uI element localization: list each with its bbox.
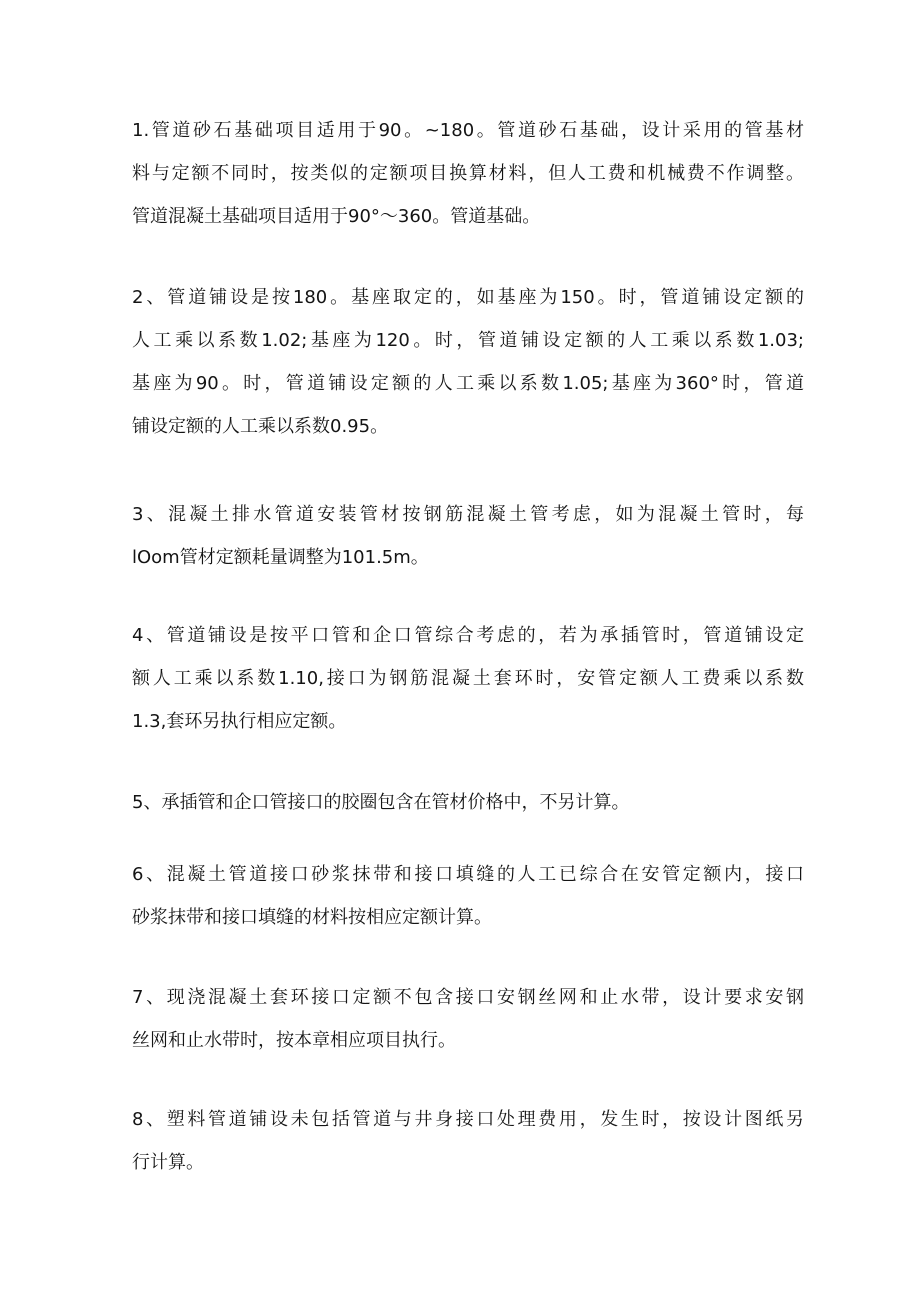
paragraph-7: [132, 976, 804, 1062]
paragraph-line: 3、混凝土排水管道安装管材按钢筋混凝土管考虑，如为混凝土管时，每: [132, 504, 804, 525]
paragraph-line: 行计算。: [132, 1152, 204, 1173]
paragraph-line: 6、混凝土管道接口砂浆抹带和接口填缝的人工已综合在安管定额内，接口: [132, 864, 804, 885]
paragraph-3: [132, 493, 804, 579]
paragraph-2: [132, 276, 804, 448]
paragraph-5: [132, 781, 804, 824]
paragraph-4: [132, 614, 804, 743]
paragraph-line: 1.管道砂石基础项目适用于90。~180。管道砂石基础，设计采用的管基材: [132, 120, 804, 141]
paragraph-line: 2、管道铺设是按180。基座取定的，如基座为150。时，管道铺设定额的: [132, 287, 804, 308]
paragraph-line: 4、管道铺设是按平口管和企口管综合考虑的，若为承插管时，管道铺设定: [132, 625, 804, 646]
paragraph-line: 丝网和止水带时，按本章相应项目执行。: [132, 1030, 456, 1051]
paragraph-line: 基座为90。时，管道铺设定额的人工乘以系数1.05;基座为360°时，管道: [132, 373, 804, 394]
paragraph-8: [132, 1098, 804, 1184]
paragraph-line: 1.3,套环另执行相应定额。: [132, 711, 347, 732]
paragraph-line: 铺设定额的人工乘以系数0.95。: [132, 416, 389, 437]
paragraph-6: [132, 853, 804, 939]
paragraph-1: [132, 109, 804, 238]
paragraph-line: 砂浆抹带和接口填缝的材料按相应定额计算。: [132, 907, 492, 928]
paragraph-line: 7、现浇混凝土套环接口定额不包含接口安钢丝网和止水带，设计要求安钢: [132, 987, 804, 1008]
paragraph-line: 8、塑料管道铺设未包括管道与井身接口处理费用，发生时，按设计图纸另: [132, 1109, 804, 1130]
paragraph-line: 料与定额不同时，按类似的定额项目换算材料，但人工费和机械费不作调整。: [132, 163, 804, 184]
paragraph-line: lOom管材定额耗量调整为101.5m。: [132, 547, 429, 568]
paragraph-line: 人工乘以系数1.02;基座为120。时，管道铺设定额的人工乘以系数1.03;: [132, 330, 804, 351]
paragraph-line: 额人工乘以系数1.10,接口为钢筋混凝土套环时，安管定额人工费乘以系数: [132, 668, 804, 689]
paragraph-line: 管道混凝土基础项目适用于90°～360。管道基础。: [132, 206, 541, 227]
paragraph-line: 5、承插管和企口管接口的胶圈包含在管材价格中，不另计算。: [132, 792, 630, 813]
